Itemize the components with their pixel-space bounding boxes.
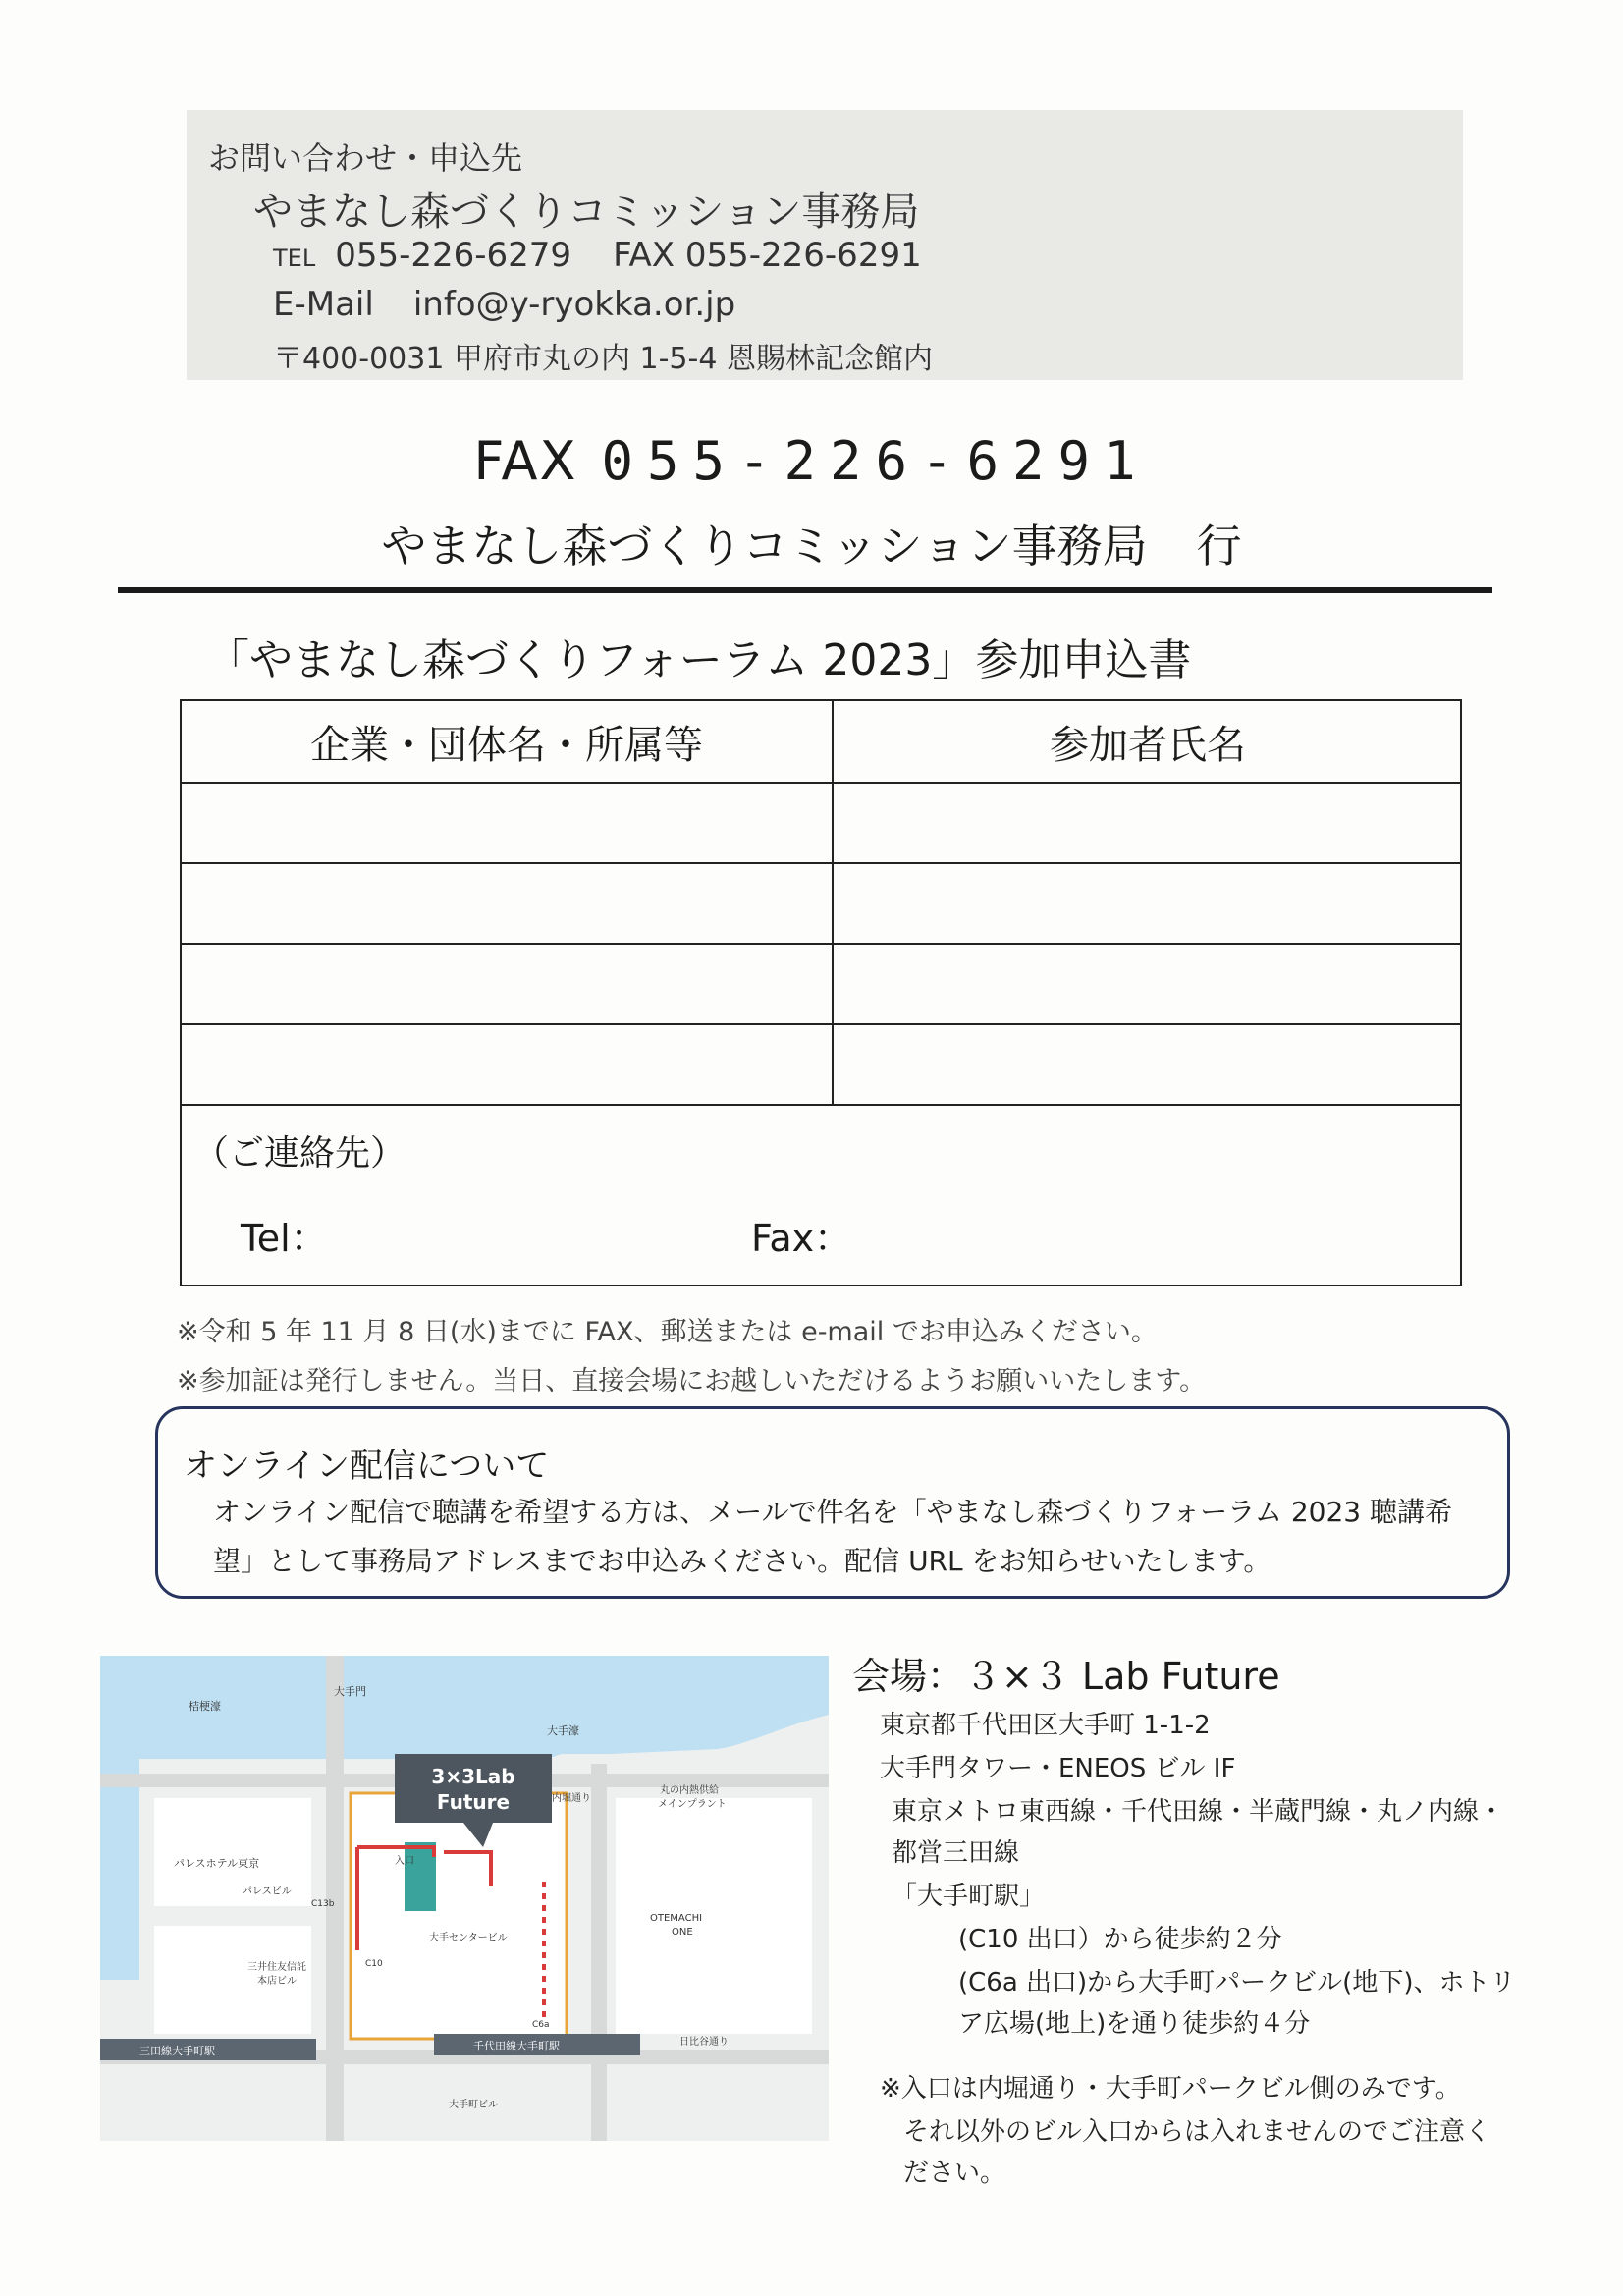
label-palace-bldg: パレスビル — [243, 1886, 292, 1897]
label-chiyoda-station: 千代田線大手町駅 — [473, 2040, 560, 2052]
venue-walk-1: (C10 出口）から徒歩約２分 — [958, 1925, 1282, 1954]
email-address: info@y-ryokka.or.jp — [412, 285, 736, 324]
online-title: オンライン配信について — [184, 1447, 550, 1486]
venue-lines-1: 東京メトロ東西線・千代田線・半蔵門線・丸ノ内線・ — [892, 1797, 1505, 1827]
contact-label: （ご連絡先） — [193, 1133, 406, 1174]
label-c10: C10 — [365, 1959, 383, 1969]
venue-walk-2a: (C6a 出口)から大手町パークビル(地下)、ホトリ — [958, 1968, 1516, 1997]
tel-field-label: Tel： — [241, 1217, 328, 1260]
fax-recipient-name: やまなし森づくりコミッション事務局 — [381, 519, 1148, 573]
contact-organization: やまなし森づくりコミッション事務局 — [253, 190, 920, 235]
venue-station: 「大手町駅」 — [892, 1882, 1046, 1911]
pass-note: ※参加証は発行しません。当日、直接会場にお越しいただけるようお願いいたします。 — [177, 1366, 1207, 1396]
application-table — [180, 699, 1462, 1286]
form-title: 「やまなし森づくりフォーラム 2023」参加申込書 — [206, 635, 1192, 685]
label-otemon: 大手門 — [334, 1685, 366, 1698]
label-center-bldg: 大手センタービル — [429, 1933, 508, 1943]
venue-lines-2: 都営三田線 — [892, 1838, 1020, 1868]
contact-email-line — [273, 285, 735, 324]
table-row — [182, 782, 1460, 862]
venue-title: 会場：３×３ Lab Future — [852, 1655, 1280, 1698]
label-otemachi-one-2: ONE — [672, 1927, 693, 1938]
table-row — [182, 862, 1460, 943]
label-uchibori: 内堀通り — [552, 1793, 591, 1804]
label-mita-station: 三田線大手町駅 — [139, 2045, 215, 2057]
contact-address: 〒400-0031 甲府市丸の内 1-5-4 恩賜林記念館内 — [273, 342, 933, 376]
venue-map — [100, 1656, 829, 2141]
email-label: E-Mail — [273, 285, 374, 324]
contact-heading: お問い合わせ・申込先 — [208, 139, 523, 177]
fax-recipient — [0, 511, 1623, 575]
label-palace-hotel: パレスホテル東京 — [174, 1857, 260, 1870]
label-hibiya: 日比谷通り — [679, 2037, 729, 2048]
fax-field-label: Fax： — [751, 1217, 852, 1260]
tel-label: TEL — [273, 245, 316, 272]
venue-note-1: ※入口は内堀通り・大手町パークビル側のみです。 — [880, 2074, 1461, 2104]
label-heat-plant: 丸の内熱供給 — [660, 1785, 719, 1796]
label-otemachi-bldg: 大手町ビル — [449, 2100, 498, 2110]
fax-header-number: 055-226-6291 — [601, 430, 1150, 492]
fax-number: FAX 055-226-6291 — [613, 236, 922, 275]
venue-note-2: それ以外のビル入口からは入れませんのでご注意く — [903, 2117, 1491, 2147]
label-c13b: C13b — [311, 1899, 335, 1909]
label-otemachi-one: OTEMACHI — [650, 1913, 703, 1924]
contact-section — [182, 1104, 1460, 1285]
table-row — [182, 943, 1460, 1023]
label-sumitomo-trust-2: 本店ビル — [257, 1976, 297, 1987]
divider-rule — [118, 587, 1492, 593]
fax-header-label: FAX — [473, 430, 578, 492]
callout-line1: 3×3Lab — [431, 1765, 515, 1788]
online-text: オンライン配信で聴講を希望する方は、メールで件名を「やまなし森づくりフォーラム 2023 聴講希望」として事務局アドレスまでお申込みください。配信 URL をお知らせいたします。 — [213, 1496, 1452, 1577]
venue-note-3: ださい。 — [903, 2159, 1006, 2188]
venue-building: 大手門タワー・ENEOS ビル IF — [880, 1754, 1236, 1783]
fax-header — [0, 430, 1623, 492]
label-sumitomo-trust: 三井住友信託 — [247, 1962, 306, 1973]
fax-recipient-suffix: 行 — [1196, 519, 1242, 573]
table-row — [182, 1023, 1460, 1104]
label-heat-plant-2: メインプラント — [658, 1799, 727, 1810]
label-otebori: 大手濠 — [547, 1724, 579, 1737]
deadline-note: ※令和 5 年 11 月 8 日(水)までに FAX、郵送または e-mail でお申込みください。 — [177, 1317, 1158, 1347]
contact-box — [187, 110, 1463, 380]
tel-number: 055-226-6279 — [335, 236, 572, 275]
label-entrance: 入口 — [395, 1856, 414, 1867]
column-header-organization: 企業・団体名・所属等 — [182, 701, 834, 782]
callout-line2: Future — [436, 1790, 511, 1814]
label-kikyobori: 桔梗濠 — [189, 1700, 221, 1713]
venue-address: 東京都千代田区大手町 1-1-2 — [880, 1711, 1211, 1740]
venue-walk-2b: ア広場(地上)を通り徒歩約４分 — [958, 2009, 1311, 2039]
contact-phone-line — [273, 236, 922, 275]
label-c6a: C6a — [532, 2020, 550, 2030]
online-streaming-box — [155, 1406, 1510, 1599]
column-header-participant: 参加者氏名 — [1050, 722, 1246, 768]
